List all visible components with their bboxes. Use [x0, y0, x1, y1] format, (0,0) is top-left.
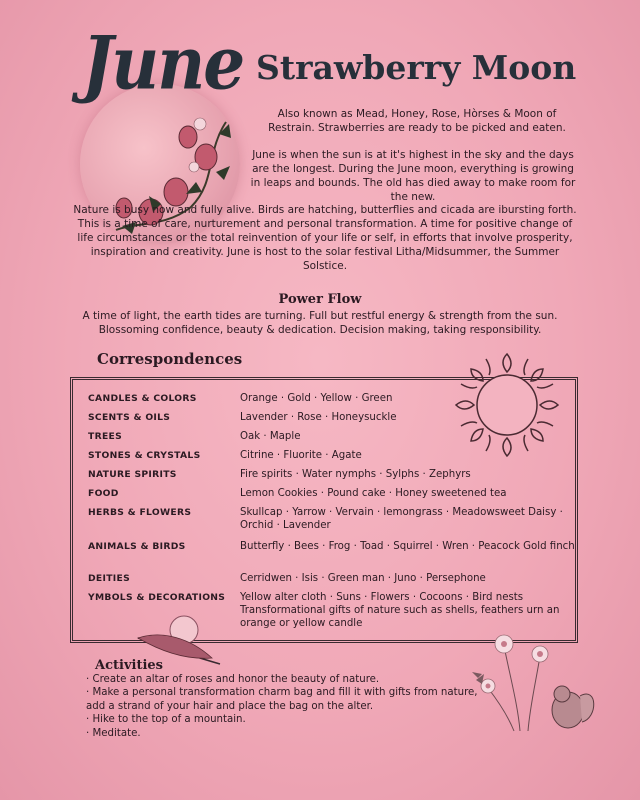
correspondences-title: Correspondences: [97, 350, 243, 368]
list-item: · Make a personal transformation charm bag and fill it with gifts from nature, add a strand of your hair and place the bag on the alter.: [86, 686, 486, 713]
list-item: · Create an altar of roses and honor the beauty of nature.: [86, 673, 486, 686]
list-item: · Hike to the top of a mountain.: [86, 713, 486, 726]
row-key: DEITIES: [88, 573, 130, 584]
row-value: Butterfly · Bees · Frog · Toad · Squirrel · Wren · Peacock Gold finch: [240, 541, 575, 552]
row-key: ANIMALS & BIRDS: [88, 541, 186, 552]
sun-icon: [452, 350, 562, 460]
row-key: YMBOLS & DECORATIONS: [88, 592, 226, 603]
row-value: Citrine · Fluorite · Agate: [240, 450, 362, 461]
intro-paragraph-3: Nature is busy now and fully alive. Birds are hatching, butterflies and cicada are ibursting forth. This is a time of care, nurturement and personal transformation. A time for positive change of life circumstances or the total reinvention of your life or self, in efforts that involve prosperity, inspiration and creativity. June is host to the solar festival Litha/Midsummer, the Summer Solstice.: [73, 204, 577, 272]
flowers-squirrel-icon: [470, 626, 600, 736]
intro-paragraph-2: June is when the sun is at it's highest in the sky and the days are the longest. During the June moon, everything is growing in leaps and bounds. The old has died away to make room for the new.: [250, 149, 576, 203]
row-key: FOOD: [88, 488, 119, 499]
page-title-moon: Strawberry Moon: [256, 48, 577, 87]
row-value: Fire spirits · Water nymphs · Sylphs · Zephyrs: [240, 469, 471, 480]
row-value: Yellow alter cloth · Suns · Flowers · Cocoons · Bird nests Transformational gifts of nature such as shells, feathers urn an orange or yellow candle: [240, 592, 560, 629]
activities-title: Activities: [95, 658, 163, 673]
row-value: Oak · Maple: [240, 431, 301, 442]
row-value: Skullcap · Yarrow · Vervain · lemongrass · Meadowsweet Daisy · Orchid · Lavender: [240, 507, 563, 531]
list-item: · Meditate.: [86, 727, 486, 740]
row-key: TREES: [88, 431, 123, 442]
row-key: SCENTS & OILS: [88, 412, 171, 423]
row-key: NATURE SPIRITS: [88, 469, 177, 480]
row-key: STONES & CRYSTALS: [88, 450, 201, 461]
power-flow-text: A time of light, the earth tides are turning. Full but restful energy & strength from the sun. Blossoming confidence, beauty & dedication. Decision making, taking responsibility.: [82, 310, 558, 336]
activities-list: [86, 673, 486, 740]
row-key: CANDLES & COLORS: [88, 393, 197, 404]
row-key: HERBS & FLOWERS: [88, 507, 192, 518]
row-value: Orange · Gold · Yellow · Green: [240, 393, 393, 404]
intro-paragraph-1: Also known as Mead, Honey, Rose, Hòrses & Moon of Restrain. Strawberries are ready to be picked and eaten.: [268, 108, 566, 134]
power-flow-title: Power Flow: [278, 292, 362, 307]
row-value: Cerridwen · Isis · Green man · Juno · Persephone: [240, 573, 486, 584]
row-value: Lavender · Rose · Honeysuckle: [240, 412, 397, 423]
page-title-month: June: [82, 20, 244, 106]
row-value: Lemon Cookies · Pound cake · Honey sweetened tea: [240, 488, 507, 499]
